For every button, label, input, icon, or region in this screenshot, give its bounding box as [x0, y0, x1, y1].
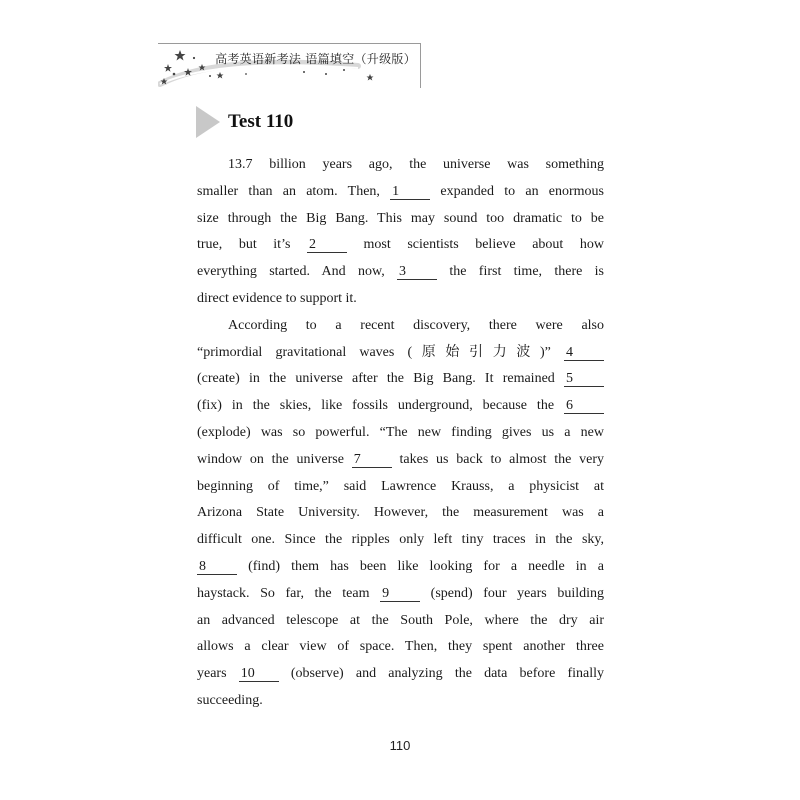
passage-text-segment: (spend) four years building [420, 585, 604, 601]
passage-text-segment: window on the universe [197, 451, 352, 467]
answer-blank[interactable]: 8 [197, 560, 237, 575]
passage-text-segment: According to a recent discovery, there were also [228, 317, 604, 333]
answer-blank[interactable]: 6 [564, 399, 604, 414]
passage-line [197, 340, 604, 367]
passage-line [197, 179, 604, 206]
passage-text-segment: (explode) was so powerful. “The new finding gives us a new [197, 424, 604, 440]
passage-text-segment: succeeding. [197, 692, 263, 708]
passage-line [197, 366, 604, 393]
answer-blank[interactable]: 3 [397, 265, 437, 280]
answer-blank[interactable]: 7 [352, 453, 392, 468]
passage-text-segment: years [197, 666, 239, 682]
passage-text-segment: direct evidence to support it. [197, 290, 357, 306]
passage-line [197, 661, 604, 688]
passage-line [197, 286, 604, 313]
passage-text-segment: true, but it’s [197, 237, 307, 253]
passage-line [197, 581, 604, 608]
passage-text [197, 152, 604, 715]
passage-text-segment: beginning of time,” said Lawrence Krauss, a physicist at [197, 478, 604, 494]
passage-text-segment: allows a clear view of space. Then, they spent another three [197, 639, 604, 655]
test-heading [196, 106, 293, 138]
passage-line [197, 474, 604, 501]
passage-line [197, 152, 604, 179]
passage-line [197, 554, 604, 581]
passage-line [197, 313, 604, 340]
answer-blank[interactable]: 9 [380, 587, 420, 602]
passage-text-segment: “primordial gravitational waves (原始引力波)” [197, 344, 564, 360]
passage-line [197, 447, 604, 474]
passage-text-segment: (fix) in the skies, like fossils underground, because the [197, 398, 564, 414]
passage-line [197, 393, 604, 420]
triangle-marker-icon [196, 106, 220, 138]
passage-text-segment: takes us back to almost the very [391, 451, 604, 467]
passage-line [197, 420, 604, 447]
passage-text-segment: everything started. And now, [197, 264, 398, 280]
passage-text-segment: most scientists believe about how [346, 237, 604, 253]
page-number: 110 [389, 738, 411, 753]
passage-text-segment: (observe) and analyzing the data before finally [278, 666, 604, 682]
answer-blank[interactable]: 4 [564, 346, 604, 361]
passage-text-segment: an advanced telescope at the South Pole, where the dry air [197, 612, 604, 628]
passage-text-segment: (find) them has been like looking for a needle in a [237, 558, 604, 574]
test-title: Test 110 [228, 111, 294, 132]
passage-line [197, 634, 604, 661]
book-series-title: 高考英语新考法 语篇填空（升级版） [215, 52, 416, 66]
header-banner [158, 43, 421, 88]
passage-text-segment: (create) in the universe after the Big Bang. It remained [197, 371, 564, 387]
passage-text-segment: the first time, there is [437, 264, 605, 280]
answer-blank[interactable]: 2 [307, 238, 347, 253]
passage-text-segment: haystack. So far, the team [197, 585, 381, 601]
passage-text-segment: Arizona State University. However, the measurement was a [197, 505, 604, 521]
passage-line [197, 232, 604, 259]
passage-text-segment: expanded to an enormous [430, 183, 605, 199]
answer-blank[interactable]: 5 [564, 372, 604, 387]
passage-line [197, 206, 604, 233]
passage-line [197, 688, 604, 715]
passage-line [197, 500, 604, 527]
passage-line [197, 259, 604, 286]
passage-text-segment: 13.7 billion years ago, the universe was something [228, 157, 604, 172]
answer-blank[interactable]: 10 [239, 667, 279, 682]
passage-text-segment: smaller than an atom. Then, [197, 183, 391, 199]
answer-blank[interactable]: 1 [390, 185, 430, 200]
passage-text-segment: size through the Big Bang. This may sound too dramatic to be [197, 210, 604, 226]
passage-line [197, 527, 604, 554]
passage-text-segment: difficult one. Since the ripples only left tiny traces in the sky, [197, 532, 604, 548]
passage-line [197, 608, 604, 635]
